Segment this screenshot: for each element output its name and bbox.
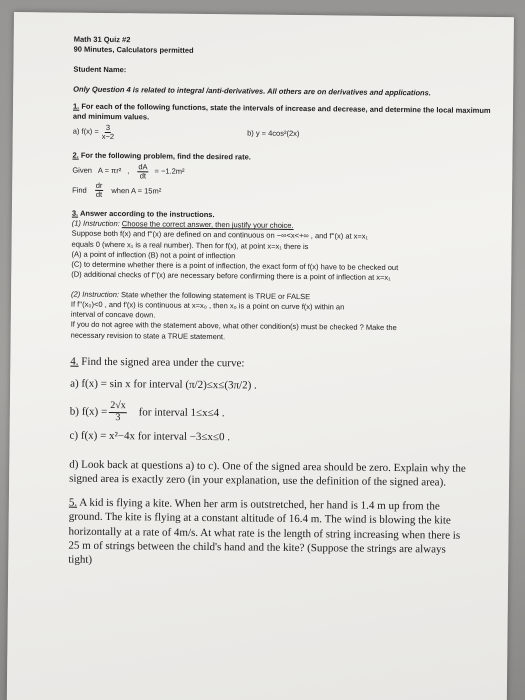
q1-text: For each of the following functions, state the intervals of increase and decrease, and determine the local maximum and minimum values. <box>72 101 491 122</box>
quiz-content <box>68 35 494 572</box>
q1-b-text: b) y = 4cos²(2x) <box>247 128 300 139</box>
q3-part1-line2: equals 0 (where x₁ is a real number). Then for f(x), at point x=x₁ there is <box>71 239 309 251</box>
q4-b-interval: for interval 1≤x≤4 . <box>138 406 225 420</box>
student-name-label: Student Name: <box>73 64 127 75</box>
q2-number: 2. <box>72 150 79 160</box>
q2-dr-numerator: dr <box>95 181 103 191</box>
q3-part2-instruction: State whether the following statement is TRUE or FALSE <box>118 290 311 302</box>
q2-dA-denominator: dt <box>139 170 147 180</box>
quiz-paper <box>6 12 514 700</box>
q2-dA-numerator: dA <box>138 161 148 172</box>
q2-given-label: Given <box>72 165 92 175</box>
q3-number: 3. <box>71 208 79 218</box>
q1-number: 1. <box>72 101 80 111</box>
q3-part2-line1: If f''(x₀)<0 , and f'(x) is continuous at x=x₀ , then x₀ is a point on curve f(x) within an <box>70 299 345 312</box>
q4-a: a) f(x) = sin x for interval (π/2)≤x≤(3π/2) . <box>70 377 257 392</box>
q4-text: Find the signed area under the curve: <box>78 355 245 370</box>
q2-find-label: Find <box>72 185 87 195</box>
q2-dr-denominator: dt <box>95 190 103 200</box>
q3-option-c: (C) to determine whether there is a point of inflection, the exact form of f(x) have to be checked out <box>71 259 399 272</box>
q2-given-area: A = πr² <box>97 165 122 176</box>
quiz-subtitle: 90 Minutes, Calculators permitted <box>73 44 194 56</box>
q5-number: 5. <box>68 496 78 509</box>
q4-d: d) Look back at questions a) to c). One of the signed area should be zero. Explain why the signed area is exactly zero (in your explanation, use the definition of the signed area). <box>69 458 466 489</box>
q4-b-denominator: 3 <box>115 411 121 423</box>
q4-b-numerator: 2√x <box>110 400 126 412</box>
question-3 <box>71 209 492 345</box>
q2-dA-dt <box>137 163 148 180</box>
question-2: 2. For the following problem, find the desired rate. Given A = πr² , $\frac{dA}{dt}$ = −1.2m² Find $\frac{dr}{dt}$ when A = 15m² <box>72 150 251 200</box>
q3-part1-line1: Suppose both f(x) and f''(x) are defined on and continuous on −∞<x<+∞ , and f''(x) at x=x₁ <box>71 228 369 242</box>
q4-b-fraction <box>109 401 127 423</box>
q1-a-fraction <box>101 124 115 141</box>
q4-number: 4. <box>70 355 79 368</box>
q1-a-denominator: x−2 <box>101 131 115 141</box>
q3-part2-line3: If you do not agree with the statement above, what other condition(s) must be checked ? Make the <box>70 319 397 333</box>
q5-text: A kid is flying a kite. When her arm is outstretched, her hand is 1.4 m up from the ground. The kite is flying at a constant altitude of 16.4 m. The wind is blowing the kite horizontally at a rate of 4m/s. At what rate is the length of string increasing when there is 25 m of strings between the child's hand and the kite? (Suppose the strings are always tight) <box>68 496 461 567</box>
question-5 <box>68 496 489 572</box>
q4-b-label: b) f(x) = <box>69 405 108 419</box>
q3-text: Answer according to the instructions. <box>78 208 215 220</box>
q1-a-label: a) f(x) = <box>72 126 99 136</box>
question-1 <box>73 101 493 144</box>
q2-text: For the following problem, find the desired rate. <box>78 150 251 161</box>
quiz-note: Only Question 4 is related to integral /anti-derivatives. All others are on derivatives and applications. <box>73 84 431 98</box>
q3-part2-line2: interval of concave down. <box>70 309 156 320</box>
q3-part1-instruction: Choose the correct answer, then justify your choice. <box>121 219 294 231</box>
q3-part2-line4: necessary revision to state a TRUE statement. <box>70 330 226 341</box>
question-4 <box>69 354 490 490</box>
q2-when-text: when A = 15m² <box>111 185 162 196</box>
q3-option-a: (A) a point of inflection (B) not a point of inflection <box>71 249 236 260</box>
q4-c: c) f(x) = x²−4x for interval −3≤x≤0 . <box>69 429 231 444</box>
quiz-title: Math 31 Quiz #2 <box>73 34 131 45</box>
q3-option-d: (D) additional checks of f''(x) are necessary before confirming there is a point of inflection at x=x₁ <box>71 269 391 282</box>
q3-part1-prefix: (1) Instruction: <box>71 218 122 229</box>
q2-dr-dt <box>95 182 104 199</box>
q3-part2-prefix: (2) Instruction: <box>71 289 120 300</box>
q2-rate-value: = −1.2m² <box>154 166 185 176</box>
q1-a-numerator: 3 <box>105 122 111 132</box>
